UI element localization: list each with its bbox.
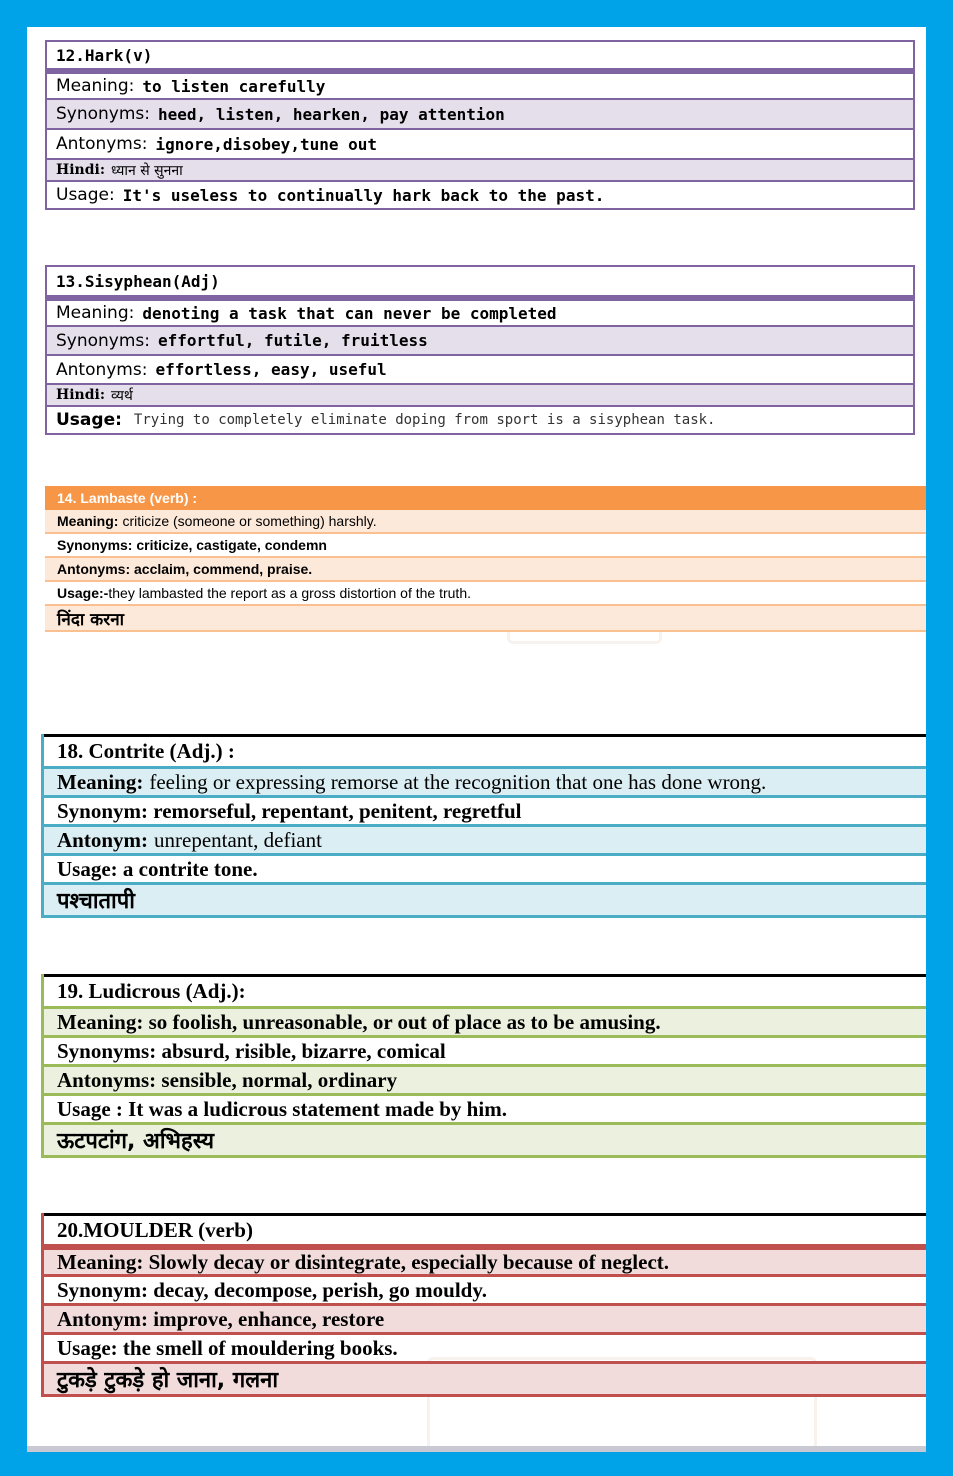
entry-title-row (45, 486, 926, 510)
meaning-label: Meaning: (56, 303, 135, 323)
antonym-row (44, 1303, 926, 1332)
entry-title-row (47, 42, 913, 68)
hindi-row (47, 158, 913, 180)
usage-row (47, 180, 913, 208)
usage-label: Usage: (56, 410, 122, 430)
antonym-label: Antonym: (57, 827, 149, 852)
synonyms-value: heed, listen, hearken, pay attention (158, 104, 505, 124)
meaning-label: Meaning: (57, 769, 144, 794)
usage-row (44, 1332, 926, 1361)
antonyms-row (44, 1064, 926, 1093)
antonyms-label: Antonyms: (56, 134, 148, 154)
usage-value: It's useless to continually hark back to the past. (122, 185, 605, 205)
hindi-value: ऊटपटांग, अभिहस्य (57, 1129, 215, 1154)
synonyms-text: Synonyms: absurd, risible, bizarre, comical (57, 1038, 446, 1063)
document-page (27, 27, 926, 1452)
hindi-row (45, 606, 926, 632)
hindi-row (44, 1122, 926, 1158)
antonyms-value: ignore,disobey,tune out (155, 134, 378, 154)
synonym-row (44, 795, 926, 824)
meaning-value: to listen carefully (142, 76, 326, 96)
usage-value: Trying to completely eliminate doping from sport is a sisyphean task. (133, 412, 716, 428)
synonyms-row (47, 325, 913, 354)
entry-title-row (47, 267, 913, 295)
hindi-value: टुकड़े टुकड़े हो जाना, गलना (57, 1368, 279, 1393)
antonym-value: unrepentant, defiant (154, 827, 322, 852)
hindi-value: व्यर्थ (111, 387, 133, 404)
antonyms-row (47, 354, 913, 383)
meaning-text: Meaning: Slowly decay or disintegrate, especially because of neglect. (57, 1249, 670, 1274)
entry-14-lambaste (45, 486, 926, 632)
hindi-value: ध्यान से सुनना (111, 162, 183, 179)
synonym-row (44, 1274, 926, 1303)
synonyms-row (44, 1035, 926, 1064)
antonyms-value: effortless, easy, useful (155, 360, 387, 379)
antonym-text: Antonym: improve, enhance, restore (57, 1306, 385, 1331)
antonyms-text: Antonyms: sensible, normal, ordinary (57, 1067, 398, 1092)
meaning-row (44, 1244, 926, 1274)
meaning-row (47, 295, 913, 325)
entry-title: 20.MOULDER (verb) (57, 1217, 253, 1242)
usage-text: Usage: a contrite tone. (57, 856, 258, 881)
usage-row (47, 405, 913, 433)
meaning-value: denoting a task that can never be completed (142, 303, 557, 323)
hindi-row (47, 383, 913, 405)
usage-row (45, 582, 926, 606)
hindi-row (44, 882, 926, 918)
meaning-label: Meaning: (57, 513, 119, 529)
synonyms-row (45, 534, 926, 558)
meaning-row (47, 68, 913, 98)
synonyms-label: Synonyms: (56, 330, 151, 351)
entry-title: 18. Contrite (Adj.) : (57, 739, 235, 763)
usage-label: Usage: (56, 185, 115, 205)
entry-title-row (44, 1213, 926, 1244)
meaning-label: Meaning: (56, 76, 135, 96)
synonyms-value: effortful, futile, fruitless (158, 331, 428, 350)
synonym-text: Synonym: decay, decompose, perish, go mouldy. (57, 1277, 487, 1302)
usage-label: Usage:- (57, 585, 109, 601)
entry-title-row (44, 734, 926, 766)
usage-value: they lambasted the report as a gross distortion of the truth. (108, 585, 471, 601)
page-footer-rule (27, 1446, 926, 1452)
usage-row (44, 853, 926, 882)
entry-18-contrite (41, 734, 926, 918)
entry-19-ludicrous (41, 974, 926, 1158)
antonym-row (44, 824, 926, 853)
antonyms-label: Antonyms: (56, 359, 148, 380)
entry-title: 12.Hark(v) (56, 45, 153, 65)
entry-title: 13.Sisyphean(Adj) (56, 271, 220, 291)
entry-20-moulder (41, 1213, 926, 1397)
hindi-row (44, 1361, 926, 1397)
hindi-label: Hindi: (56, 387, 105, 403)
synonyms-text: Synonyms: criticize, castigate, condemn (57, 537, 327, 553)
entry-12-hark (45, 40, 915, 210)
meaning-text: Meaning: so foolish, unreasonable, or out of place as to be amusing. (57, 1009, 661, 1034)
hindi-value: पश्चातापी (57, 889, 135, 914)
meaning-row (44, 1006, 926, 1035)
usage-text: Usage : It was a ludicrous statement made by him. (57, 1096, 507, 1121)
entry-title-row (44, 974, 926, 1006)
synonyms-label: Synonyms: (56, 104, 151, 124)
meaning-row (45, 510, 926, 534)
meaning-value: feeling or expressing remorse at the recognition that one has done wrong. (149, 769, 767, 794)
antonyms-text: Antonyms: acclaim, commend, praise. (57, 561, 313, 577)
hindi-value: निंदा करना (57, 609, 125, 630)
synonym-text: Synonym: remorseful, repentant, penitent, regretful (57, 798, 522, 823)
usage-text: Usage: the smell of mouldering books. (57, 1335, 398, 1360)
antonyms-row (45, 558, 926, 582)
entry-title: 19. Ludicrous (Adj.): (57, 979, 246, 1003)
meaning-row (44, 766, 926, 795)
usage-row (44, 1093, 926, 1122)
synonyms-row (47, 98, 913, 128)
meaning-value: criticize (someone or something) harshly. (122, 513, 377, 529)
entry-13-sisyphean (45, 265, 915, 435)
entry-title: 14. Lambaste (verb) : (57, 490, 198, 506)
hindi-label: Hindi: (56, 162, 105, 178)
antonyms-row (47, 128, 913, 158)
